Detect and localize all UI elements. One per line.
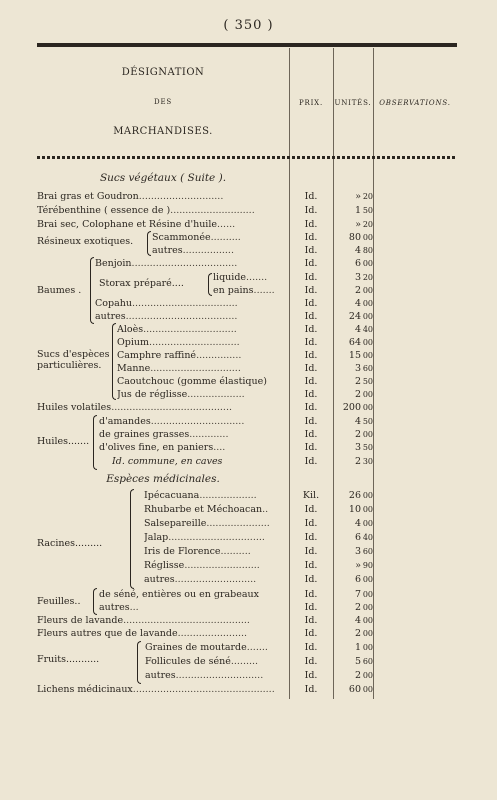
table-row: Manne.............................. Id. 3 60 bbox=[117, 363, 373, 374]
prix-cell: Id. bbox=[304, 589, 318, 600]
unites-int: 24 bbox=[348, 311, 361, 322]
unites-dec: 50 bbox=[362, 417, 373, 426]
unites-int: 3 bbox=[354, 363, 361, 374]
unites-int: 1 bbox=[354, 205, 361, 216]
unites-int: 2 bbox=[354, 389, 361, 400]
unites-dec: 00 bbox=[362, 390, 373, 399]
prix-header: PRIX. bbox=[299, 99, 323, 107]
unites-dec: 60 bbox=[362, 364, 373, 373]
unites-int: 2 bbox=[354, 670, 361, 681]
prix-cell: Id. bbox=[304, 532, 318, 543]
unites-int: 4 bbox=[354, 416, 361, 427]
prix-cell: Id. bbox=[304, 504, 318, 515]
item-label: de graines grasses bbox=[99, 429, 190, 440]
unites-dec: 00 bbox=[362, 590, 373, 599]
table-row: Térébenthine ( essence de )............................ Id. 1 50 bbox=[37, 205, 373, 216]
unites-dec: 60 bbox=[362, 547, 373, 556]
unites-int: 7 bbox=[354, 589, 361, 600]
unites-dec: 00 bbox=[362, 629, 373, 638]
unites-dec: 50 bbox=[362, 377, 373, 386]
unites-dec: 00 bbox=[362, 430, 373, 439]
item-label: Follicules de séné bbox=[145, 656, 231, 667]
unites-dec: 80 bbox=[362, 246, 373, 255]
item-label: Jalap bbox=[144, 532, 169, 543]
prix-cell: Id. bbox=[304, 311, 318, 322]
item-label: Aloès bbox=[117, 324, 144, 335]
table-row: autres..................................... Id. 24 00 bbox=[95, 311, 373, 322]
unites-dec: 00 bbox=[362, 338, 373, 347]
prix-cell: Id. bbox=[304, 442, 318, 453]
unites-dec: 00 bbox=[362, 259, 373, 268]
table-row: Jalap................................ Id. 6 40 bbox=[144, 532, 373, 543]
prix-cell: Id. bbox=[304, 258, 318, 269]
table-row: Fleurs de lavande.......................................... Id. 4 00 bbox=[37, 615, 373, 626]
table-row: Salsepareille..................... Id. 4 00 bbox=[144, 518, 373, 529]
table-row bbox=[37, 375, 457, 389]
table-row: Brai sec, Colophane et Résine d'huile...... Id. » 20 bbox=[37, 219, 373, 230]
prix-cell: Kil. bbox=[302, 490, 320, 501]
item-label: Scammonée bbox=[152, 232, 211, 243]
unites-int: 4 bbox=[354, 298, 361, 309]
table-row: Follicules de séné......... Id. 5 60 bbox=[145, 656, 373, 667]
item-label: autres bbox=[144, 574, 175, 585]
table-row: liquide....... Id. 3 20 bbox=[213, 272, 373, 283]
unites-int: 2 bbox=[354, 429, 361, 440]
group-label-feuilles: Feuilles.. bbox=[37, 596, 81, 607]
group-label-racines: Racines......... bbox=[37, 538, 103, 549]
unites-int: 6 bbox=[354, 574, 361, 585]
unites-dec: 00 bbox=[362, 351, 373, 360]
unites-int: 4 bbox=[354, 615, 361, 626]
unites-int: 15 bbox=[348, 350, 361, 361]
item-label: Salsepareille bbox=[144, 518, 207, 529]
table-row: Scammonée.......... Id. 80 00 bbox=[152, 232, 373, 243]
item-label: Graines de moutarde bbox=[145, 642, 247, 653]
item-label: Camphre raffiné bbox=[117, 350, 197, 361]
prix-cell: Id. bbox=[304, 298, 318, 309]
group-label-resineux: Résineux exotiques. bbox=[37, 236, 134, 247]
unites-dec: 00 bbox=[362, 491, 373, 500]
table-row: d'olives fine, en paniers.... Id. 3 50 bbox=[99, 442, 373, 453]
item-label: d'olives fine, en paniers bbox=[99, 442, 214, 453]
item-label: Brai sec, Colophane et Résine d'huile bbox=[37, 219, 218, 230]
table-row bbox=[37, 455, 457, 469]
unites-dec: 40 bbox=[362, 325, 373, 334]
unites-dec: 00 bbox=[362, 519, 373, 528]
unites-dec: 90 bbox=[362, 561, 373, 570]
prix-cell: Id. bbox=[304, 363, 318, 374]
table-row: Ipécacuana................... Kil. 26 00 bbox=[144, 490, 373, 501]
unites-int: 4 bbox=[354, 245, 361, 256]
table-row: Aloès............................... Id. 4 40 bbox=[117, 324, 373, 335]
table-row: Iris de Florence.......... Id. 3 60 bbox=[144, 546, 373, 557]
table-row: autres............................. Id. 2 00 bbox=[145, 670, 373, 681]
table-row: Graines de moutarde....... Id. 1 00 bbox=[145, 642, 373, 653]
unites-dec: 00 bbox=[362, 603, 373, 612]
item-label: autres bbox=[99, 602, 130, 613]
prix-cell: Id. bbox=[304, 456, 318, 467]
unites-dec: 00 bbox=[362, 299, 373, 308]
item-label: Benjoin bbox=[95, 258, 132, 269]
unites-int: 2 bbox=[354, 628, 361, 639]
prix-cell: Id. bbox=[304, 376, 318, 387]
table-row: Benjoin................................... Id. 6 00 bbox=[95, 258, 373, 269]
unites-dec: 50 bbox=[362, 206, 373, 215]
table-row: autres................. Id. 4 80 bbox=[152, 245, 373, 256]
unites-dec: 20 bbox=[362, 192, 373, 201]
item-label: Fleurs autres que de lavande bbox=[37, 628, 178, 639]
prix-cell: Id. bbox=[304, 232, 318, 243]
unites-dec: 00 bbox=[362, 286, 373, 295]
prix-cell: Id. bbox=[304, 574, 318, 585]
group-label-storax: Storax préparé.... bbox=[99, 278, 184, 289]
item-label: Réglisse bbox=[144, 560, 185, 571]
table-row: d'amandes............................... Id. 4 50 bbox=[99, 416, 373, 427]
item-label: Id. commune, en caves bbox=[112, 456, 223, 467]
unites-int: 26 bbox=[348, 490, 361, 501]
unites-dec: 20 bbox=[362, 220, 373, 229]
header-bottom-rule bbox=[37, 156, 457, 159]
group-label-line: particulières. bbox=[37, 360, 102, 371]
table-row: Réglisse......................... Id. » 90 bbox=[144, 560, 373, 571]
unites-int: » bbox=[355, 219, 361, 230]
prix-cell: Id. bbox=[304, 615, 318, 626]
table-row: Huiles volatiles........................................ Id. 200 00 bbox=[37, 402, 373, 413]
item-label: Opium bbox=[117, 337, 150, 348]
unites-dec: 00 bbox=[362, 575, 373, 584]
unites-int: 4 bbox=[354, 324, 361, 335]
prix-cell: Id. bbox=[304, 402, 318, 413]
designation-heading: DÉSIGNATION bbox=[121, 67, 205, 78]
table-row bbox=[37, 588, 457, 602]
unites-dec: 40 bbox=[362, 533, 373, 542]
table-row: Brai gras et Goudron............................ Id. » 20 bbox=[37, 191, 373, 202]
item-label: Ipécacuana bbox=[144, 490, 200, 501]
unites-int: » bbox=[355, 191, 361, 202]
designation-des: DES bbox=[154, 98, 172, 106]
item-label: Jus de réglisse bbox=[117, 389, 188, 400]
unites-int: 3 bbox=[354, 546, 361, 557]
prix-cell: Id. bbox=[304, 546, 318, 557]
unites-dec: 30 bbox=[362, 457, 373, 466]
item-label: de séné, entières ou en grabeaux bbox=[99, 589, 260, 600]
unites-dec: 00 bbox=[362, 643, 373, 652]
item-label: Fleurs de lavande bbox=[37, 615, 124, 626]
prix-cell: Id. bbox=[304, 518, 318, 529]
unites-dec: 00 bbox=[362, 403, 373, 412]
item-label: Huiles volatiles bbox=[37, 402, 112, 413]
table-row: Camphre raffiné............... Id. 15 00 bbox=[117, 350, 373, 361]
item-label: d'amandes bbox=[99, 416, 151, 427]
unites-dec: 00 bbox=[362, 616, 373, 625]
designation-marchandises: MARCHANDISES. bbox=[113, 126, 213, 137]
group-label-huiles: Huiles....... bbox=[37, 436, 90, 447]
prix-cell: Id. bbox=[304, 350, 318, 361]
prix-cell: Id. bbox=[304, 324, 318, 335]
prix-cell: Id. bbox=[304, 272, 318, 283]
item-label: Brai gras et Goudron bbox=[37, 191, 139, 202]
section-heading-especes: Espèces médicinales. bbox=[106, 473, 220, 485]
table-row: Opium.............................. Id. 64 00 bbox=[117, 337, 373, 348]
prix-cell: Id. bbox=[304, 285, 318, 296]
unites-header: UNITÉS. bbox=[334, 99, 372, 107]
unites-int: 2 bbox=[354, 285, 361, 296]
item-label: autres bbox=[145, 670, 176, 681]
table-row: de graines grasses............. Id. 2 00 bbox=[99, 429, 373, 440]
unites-int: 60 bbox=[348, 684, 361, 695]
table-row: Rhubarbe et Méchoacan.. Id. 10 00 bbox=[144, 504, 373, 515]
prix-cell: Id. bbox=[304, 560, 318, 571]
item-label: Lichens médicinaux bbox=[37, 684, 133, 695]
item-label: Copahu bbox=[95, 298, 132, 309]
unites-dec: 60 bbox=[362, 657, 373, 666]
unites-int: 10 bbox=[348, 504, 361, 515]
table-row: Fleurs autres que de lavande....................... Id. 2 00 bbox=[37, 628, 373, 639]
prix-cell: Id. bbox=[304, 628, 318, 639]
unites-int: 5 bbox=[354, 656, 361, 667]
header-top-rule bbox=[37, 43, 457, 47]
unites-int: 200 bbox=[342, 402, 361, 413]
item-label: Caoutchouc (gomme élastique) bbox=[117, 376, 267, 387]
unites-int: 80 bbox=[348, 232, 361, 243]
unites-int: 6 bbox=[354, 258, 361, 269]
unites-int: 1 bbox=[354, 642, 361, 653]
table-row: Jus de réglisse................... Id. 2 00 bbox=[117, 389, 373, 400]
unites-dec: 50 bbox=[362, 443, 373, 452]
table-row: en pains....... Id. 2 00 bbox=[213, 285, 373, 296]
item-label: autres bbox=[152, 245, 183, 256]
group-label-baumes: Baumes . bbox=[37, 285, 82, 296]
unites-int: 2 bbox=[354, 376, 361, 387]
prix-cell: Id. bbox=[304, 205, 318, 216]
unites-int: 4 bbox=[354, 518, 361, 529]
unites-int: 3 bbox=[354, 442, 361, 453]
unites-dec: 00 bbox=[362, 312, 373, 321]
item-label: Térébenthine ( essence de ) bbox=[37, 205, 171, 216]
prix-cell: Id. bbox=[304, 602, 318, 613]
table-row: autres........................... Id. 6 00 bbox=[144, 574, 373, 585]
unites-int: 6 bbox=[354, 532, 361, 543]
item-label: Rhubarbe et Méchoacan bbox=[144, 504, 263, 515]
prix-cell: Id. bbox=[304, 219, 318, 230]
table-row: autres... Id. 2 00 bbox=[99, 602, 373, 613]
unites-dec: 20 bbox=[362, 273, 373, 282]
prix-cell: Id. bbox=[304, 389, 318, 400]
group-label-line: Sucs d'espèces bbox=[37, 349, 110, 360]
unites-int: 2 bbox=[354, 602, 361, 613]
prix-cell: Id. bbox=[304, 670, 318, 681]
item-label: Iris de Florence bbox=[144, 546, 221, 557]
unites-int: 3 bbox=[354, 272, 361, 283]
unites-int: 64 bbox=[348, 337, 361, 348]
prix-cell: Id. bbox=[304, 416, 318, 427]
observations-header: OBSERVATIONS. bbox=[379, 99, 451, 107]
section-heading-sucs: Sucs végétaux ( Suite ). bbox=[99, 172, 227, 184]
prix-cell: Id. bbox=[304, 429, 318, 440]
item-label: en pains bbox=[213, 285, 254, 296]
unites-dec: 00 bbox=[362, 671, 373, 680]
item-label: Manne bbox=[117, 363, 151, 374]
unites-int: » bbox=[355, 560, 361, 571]
unites-dec: 00 bbox=[362, 685, 373, 694]
table-row: Lichens médicinaux............................................... Id. 60 00 bbox=[37, 684, 373, 695]
unites-dec: 00 bbox=[362, 233, 373, 242]
page-number: ( 350 ) bbox=[223, 18, 274, 33]
group-label-fruits: Fruits........... bbox=[37, 654, 100, 665]
prix-cell: Id. bbox=[304, 245, 318, 256]
item-label: autres bbox=[95, 311, 126, 322]
prix-cell: Id. bbox=[304, 684, 318, 695]
table-row: Copahu................................... Id. 4 00 bbox=[95, 298, 373, 309]
prix-cell: Id. bbox=[304, 337, 318, 348]
unites-int: 2 bbox=[354, 456, 361, 467]
prix-cell: Id. bbox=[304, 191, 318, 202]
item-label: liquide bbox=[213, 272, 247, 283]
prix-cell: Id. bbox=[304, 656, 318, 667]
unites-dec: 00 bbox=[362, 505, 373, 514]
prix-cell: Id. bbox=[304, 642, 318, 653]
